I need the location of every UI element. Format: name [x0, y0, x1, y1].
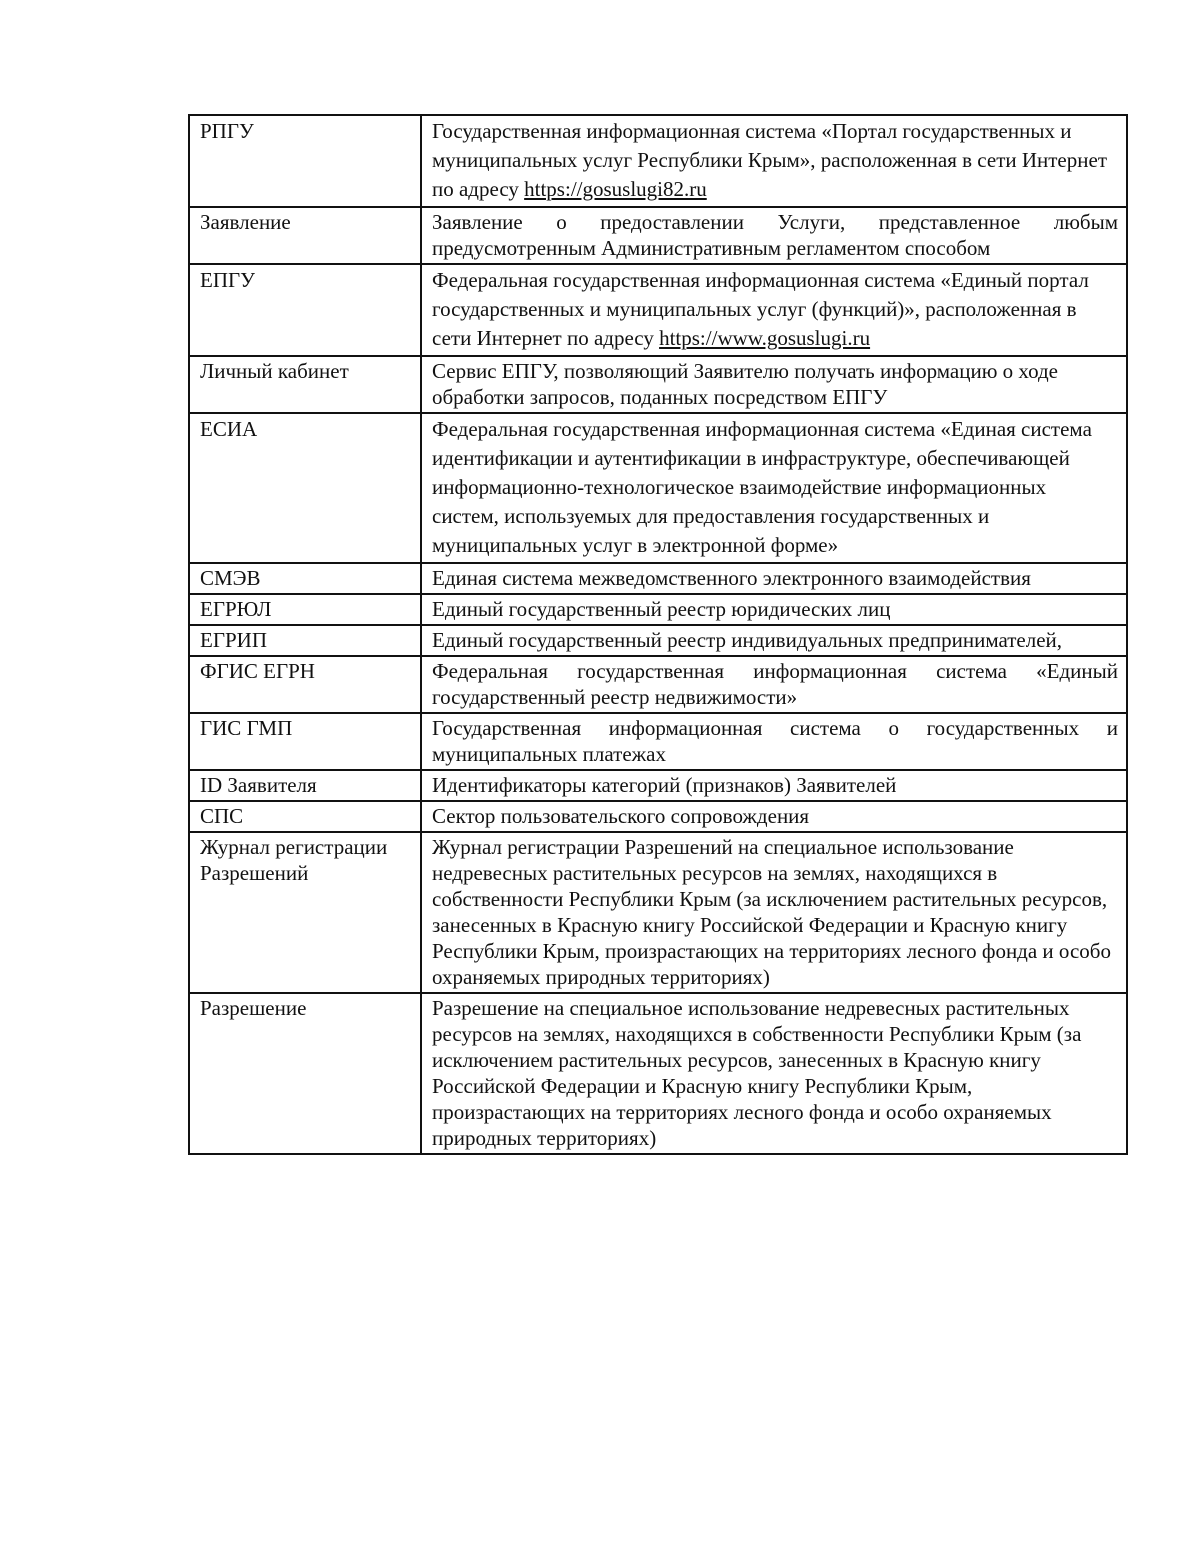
term-cell: Заявление	[189, 207, 421, 264]
table-row	[189, 207, 1127, 264]
definition-cell: Единый государственный реестр юридических лиц	[421, 594, 1127, 625]
table-row	[189, 563, 1127, 594]
table-row	[189, 594, 1127, 625]
table-row	[189, 770, 1127, 801]
definition-text: Федеральная государственная информационная система «Единый портал государственных и муниципальных услуг (функций)», расположенная в сети Интернет по адресу	[432, 268, 1089, 350]
term-cell: СПС	[189, 801, 421, 832]
term-cell: ЕСИА	[189, 413, 421, 563]
definition-cell: Федеральная государственная информационная система «Единый государственный реестр недвижимости»	[421, 656, 1127, 713]
definition-cell: Сервис ЕПГУ, позволяющий Заявителю получать информацию о ходе обработки запросов, поданных посредством ЕПГУ	[421, 356, 1127, 413]
definition-link[interactable]: https://gosuslugi82.ru	[524, 177, 707, 201]
table-row	[189, 713, 1127, 770]
table-row	[189, 115, 1127, 207]
term-cell: ЕПГУ	[189, 264, 421, 356]
table-row	[189, 413, 1127, 563]
definition-cell: Сектор пользовательского сопровождения	[421, 801, 1127, 832]
term-cell: ЕГРЮЛ	[189, 594, 421, 625]
table-row	[189, 993, 1127, 1154]
definition-text: Государственная информационная система «Портал государственных и муниципальных услуг Республики Крым», расположенная в сети Интернет по адресу	[432, 119, 1107, 201]
definition-cell: Заявление о предоставлении Услуги, представленное любым предусмотренным Административным регламентом способом	[421, 207, 1127, 264]
table-row	[189, 656, 1127, 713]
term-cell: Журнал регистрации Разрешений	[189, 832, 421, 993]
term-cell: Личный кабинет	[189, 356, 421, 413]
definition-cell: Федеральная государственная информационная система «Единая система идентификации и аутентификации в инфраструктуре, обеспечивающей информационно-технологическое взаимодействие информационных систем, используемых для предоставления государственных и муниципальных услуг в электронной форме»	[421, 413, 1127, 563]
definition-cell	[421, 115, 1127, 207]
table-row	[189, 264, 1127, 356]
term-cell: ГИС ГМП	[189, 713, 421, 770]
definition-link[interactable]: https://www.gosuslugi.ru	[659, 326, 871, 350]
term-cell: ID Заявителя	[189, 770, 421, 801]
definition-cell	[421, 264, 1127, 356]
definition-cell: Идентификаторы категорий (признаков) Заявителей	[421, 770, 1127, 801]
term-cell: СМЭВ	[189, 563, 421, 594]
definition-cell: Разрешение на специальное использование недревесных растительных ресурсов на землях, находящихся в собственности Республики Крым (за исключением растительных ресурсов, занесенных в Красную книгу Российской Федерации и Красную книгу Республики Крым, произрастающих на территориях лесного фонда и особо охраняемых природных территориях)	[421, 993, 1127, 1154]
definition-cell: Единый государственный реестр индивидуальных предпринимателей,	[421, 625, 1127, 656]
term-cell: РПГУ	[189, 115, 421, 207]
definition-cell: Государственная информационная система о государственных и муниципальных платежах	[421, 713, 1127, 770]
table-row	[189, 801, 1127, 832]
table-row	[189, 356, 1127, 413]
table-row	[189, 832, 1127, 993]
term-cell: ЕГРИП	[189, 625, 421, 656]
term-cell: ФГИС ЕГРН	[189, 656, 421, 713]
definition-cell: Единая система межведомственного электронного взаимодействия	[421, 563, 1127, 594]
term-cell: Разрешение	[189, 993, 421, 1154]
table-row	[189, 625, 1127, 656]
definition-cell: Журнал регистрации Разрешений на специальное использование недревесных растительных ресурсов на землях, находящихся в собственности Республики Крым (за исключением растительных ресурсов, занесенных в Красную книгу Российской Федерации и Красную книгу Республики Крым, произрастающих на территориях лесного фонда и особо охраняемых природных территориях)	[421, 832, 1127, 993]
terms-table	[188, 114, 1128, 1155]
